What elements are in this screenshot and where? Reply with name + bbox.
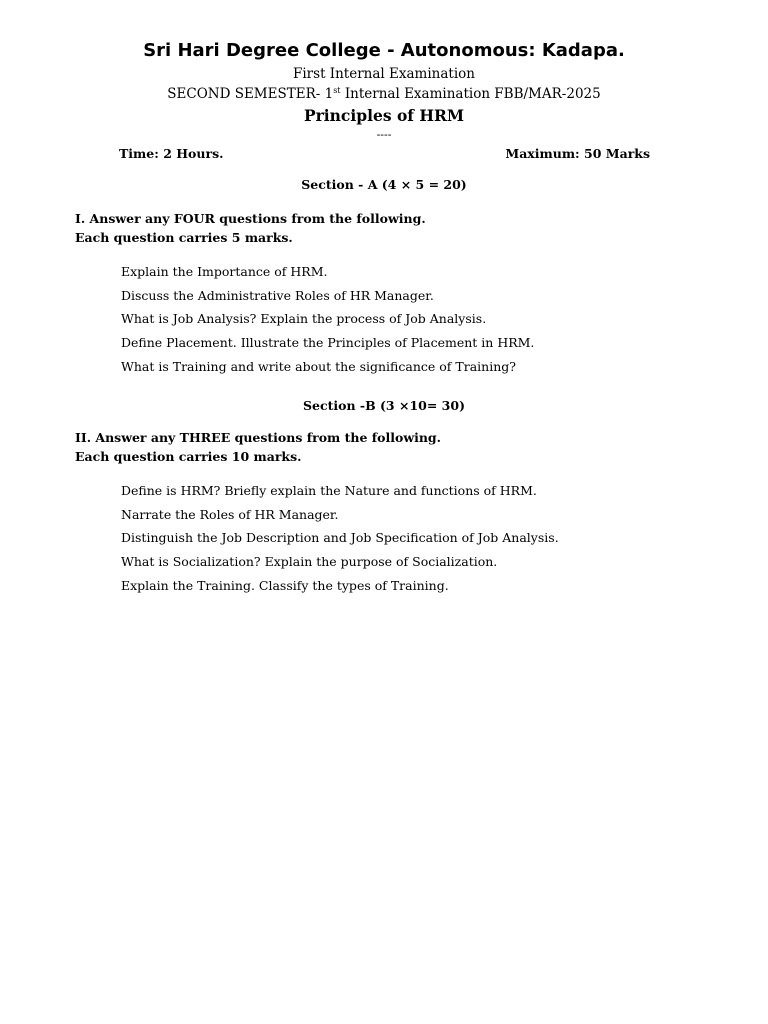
college-name: Sri Hari Degree College - Autonomous: Kadapa. <box>143 40 625 61</box>
section-b-instruction-line2: Each question carries 10 marks. <box>75 449 302 464</box>
section-a-title: Section - A (4 × 5 = 20) <box>301 177 467 192</box>
exam-name: First Internal Examination <box>293 66 475 82</box>
question-text: Narrate the Roles of HR Manager. <box>121 506 339 522</box>
section-a-instructions <box>75 209 426 247</box>
question-text: What is Training and write about the significance of Training? <box>121 358 516 374</box>
subject-title: Principles of HRM <box>303 106 465 125</box>
section-b-title: Section -B (3 ×10= 30) <box>303 398 465 413</box>
semester-suffix: Internal Examination FBB/MAR-2025 <box>340 86 601 102</box>
semester-superscript: st <box>333 86 341 95</box>
question-text: Define Placement. Illustrate the Principles of Placement in HRM. <box>121 335 535 351</box>
question-text: Define is HRM? Briefly explain the Nature and functions of HRM. <box>121 483 537 498</box>
question-text: Explain the Importance of HRM. <box>121 264 328 279</box>
question-text: What is Socialization? Explain the purpose of Socialization. <box>121 554 498 570</box>
semester-line <box>0 86 768 102</box>
semester-prefix: SECOND SEMESTER- 1 <box>167 86 334 102</box>
maximum-marks: Maximum: 50 Marks <box>505 146 650 161</box>
title-divider: ---- <box>376 128 392 141</box>
question-text: Distinguish the Job Description and Job Specification of Job Analysis. <box>121 530 559 546</box>
exam-duration: Time: 2 Hours. <box>119 146 224 161</box>
section-a-instruction-line2: Each question carries 5 marks. <box>75 230 293 245</box>
section-b-instructions <box>75 428 441 466</box>
section-a-instruction-line1: I. Answer any FOUR questions from the following. <box>75 211 426 226</box>
question-text: Explain the Training. Classify the types of Training. <box>121 577 449 593</box>
question-text: Discuss the Administrative Roles of HR Manager. <box>121 287 434 303</box>
section-b-instruction-line1: II. Answer any THREE questions from the following. <box>75 430 442 445</box>
question-text: What is Job Analysis? Explain the process of Job Analysis. <box>121 311 487 327</box>
